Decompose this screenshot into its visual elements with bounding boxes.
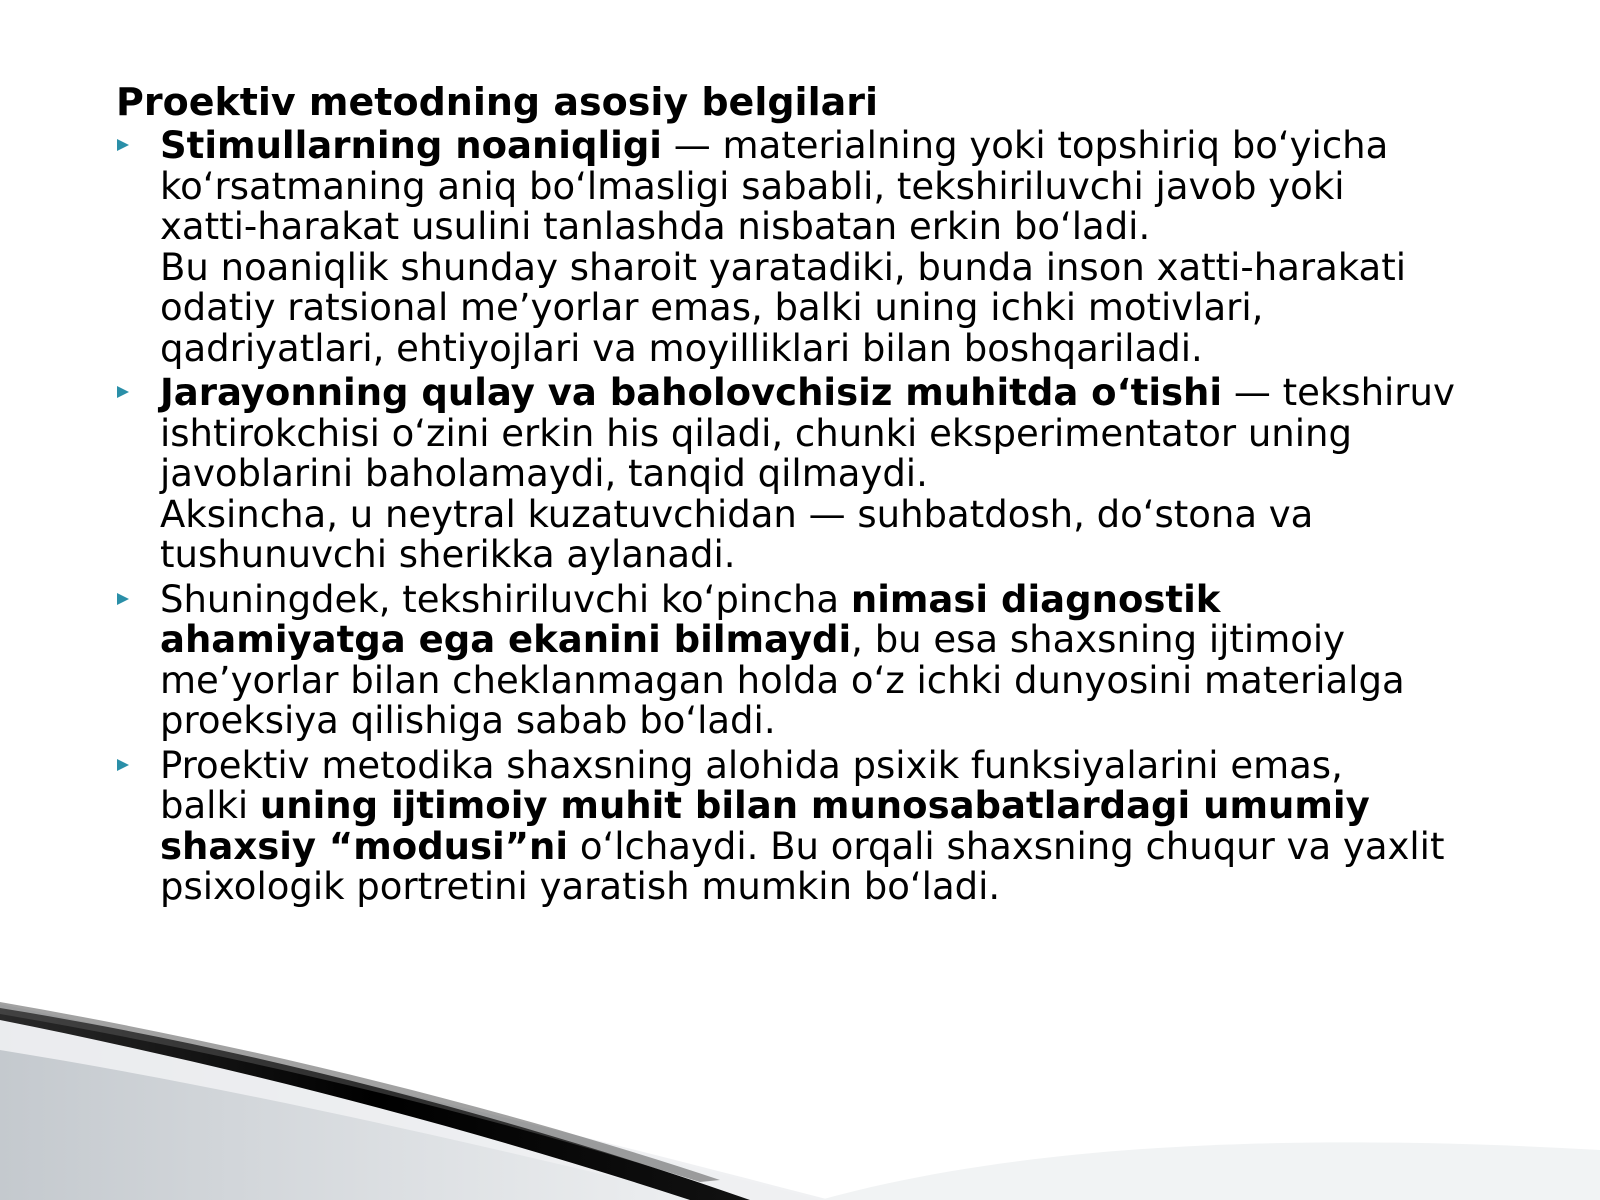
- text-line: javoblarini baholamaydi, tanqid qilmaydi.: [160, 452, 928, 495]
- text-line: Bu noaniqlik shunday sharoit yaratadiki, bunda inson xatti-harakati: [160, 245, 1407, 289]
- text-span: Shuningdek, tekshiriluvchi koʻpincha: [160, 577, 851, 621]
- text-span: — materialning yoki topshiriq boʻyicha: [662, 124, 1389, 167]
- bold-phrase: Jarayonning qulay va baholovchisiz muhitda oʻtishi: [160, 371, 1223, 414]
- text-line: odatiy ratsional meʼyorlar emas, balki uning ichki motivlari,: [160, 286, 1264, 329]
- text-line: [160, 126, 1496, 167]
- text-line: proeksiya qilishiga sabab boʻladi.: [160, 699, 776, 742]
- bold-phrase: Stimullarning noaniqligi: [160, 124, 662, 167]
- bullet-list: [116, 126, 1496, 908]
- slide-title: Proektiv metodning asosiy belgilari: [116, 80, 879, 124]
- text-line: Aksincha, u neytral kuzatuvchidan — suhbatdosh, doʻstona va: [160, 492, 1314, 536]
- text-line: psixologik portretini yaratish mumkin boʻladi.: [160, 865, 1001, 908]
- text-span: oʻlchaydi. Bu orqali shaxsning chuqur va yaxlit: [568, 824, 1445, 868]
- text-line: qadriyatlari, ehtiyojlari va moyilliklari bilan boshqariladi.: [160, 326, 1203, 370]
- list-item: [116, 126, 1496, 369]
- text-line: [160, 786, 1496, 827]
- list-item: [116, 577, 1496, 742]
- bold-phrase: ahamiyatga ega ekanini bilmaydi: [160, 618, 852, 661]
- triangle-bullet-icon: [116, 592, 130, 606]
- text-span: balki: [160, 784, 260, 827]
- bold-phrase: nimasi diagnostik: [850, 577, 1221, 621]
- text-line: ishtirokchisi oʻzini erkin his qiladi, chunki eksperimentator uning: [160, 411, 1352, 455]
- text-span: — tekshiruv: [1222, 371, 1455, 414]
- slide-content: [116, 80, 1496, 912]
- triangle-bullet-icon: [116, 138, 130, 152]
- text-line: xatti-harakat usulini tanlashda nisbatan erkin boʻladi.: [160, 205, 1151, 248]
- text-line: Proektiv metodika shaxsning alohida psixik funksiyalarini emas,: [160, 743, 1343, 787]
- bold-phrase: shaxsiy “modusi”ni: [160, 824, 569, 868]
- triangle-bullet-icon: [116, 385, 130, 399]
- text-span: , bu esa shaxsning ijtimoiy: [851, 618, 1346, 661]
- text-line: [160, 373, 1496, 414]
- text-line: meʼyorlar bilan cheklanmagan holda oʻz ichki dunyosini materialga: [160, 658, 1405, 702]
- text-line: [160, 824, 1496, 868]
- text-line: koʻrsatmaning aniq boʻlmasligi sababli, tekshiriluvchi javob yoki: [160, 164, 1345, 208]
- text-line: [160, 577, 1496, 621]
- text-line: [160, 620, 1496, 661]
- list-item: [116, 373, 1496, 576]
- list-item: [116, 743, 1496, 908]
- bold-phrase: uning ijtimoiy muhit bilan munosabatlardagi umumiy: [259, 784, 1370, 827]
- text-line: tushunuvchi sherikka aylanadi.: [160, 533, 736, 576]
- triangle-bullet-icon: [116, 758, 130, 772]
